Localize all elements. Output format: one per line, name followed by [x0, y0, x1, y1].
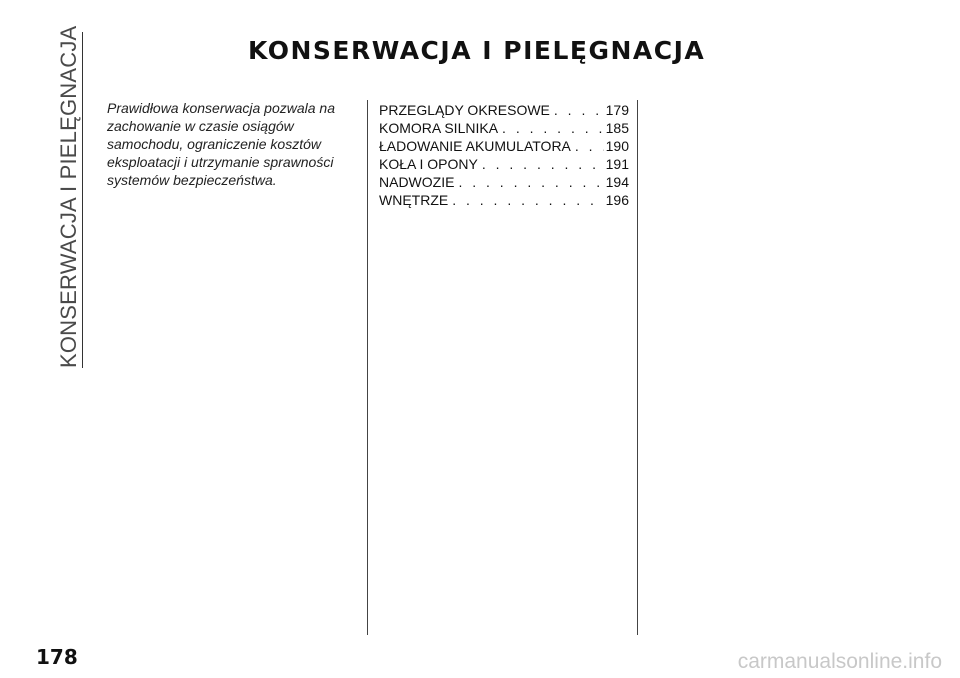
- column-divider-left: [367, 100, 368, 635]
- intro-paragraph: [107, 99, 357, 189]
- toc-entry[interactable]: [379, 119, 629, 137]
- toc-entry[interactable]: [379, 173, 629, 191]
- page-number: 178: [36, 645, 78, 669]
- intro-line: samochodu, ograniczenie kosztów: [107, 136, 322, 152]
- toc-entry[interactable]: [379, 191, 629, 209]
- intro-line: Prawidłowa konserwacja pozwala na: [107, 100, 336, 116]
- intro-line: zachowanie w czasie osiągów: [107, 118, 294, 134]
- toc-entry-title: KOŁA I OPONY: [379, 156, 478, 172]
- toc-leader-dots: [458, 173, 603, 191]
- page-heading: KONSERWACJA I PIELĘGNACJA: [248, 36, 706, 65]
- toc-leader-dots: [452, 191, 603, 209]
- side-rule: [82, 32, 83, 368]
- toc-entry-page: 190: [605, 138, 629, 154]
- toc-entry-page: 191: [605, 156, 629, 172]
- intro-line: systemów bezpieczeństwa.: [107, 172, 277, 188]
- toc-leader-dots: [482, 155, 604, 173]
- toc-entry-title: NADWOZIE: [379, 174, 455, 190]
- watermark: carmanualsonline.info: [737, 650, 942, 673]
- column-divider-right: [637, 100, 638, 635]
- toc-entry-title: PRZEGLĄDY OKRESOWE: [379, 102, 550, 118]
- table-of-contents: [379, 101, 629, 209]
- toc-entry-page: 179: [605, 102, 629, 118]
- toc-entry[interactable]: [379, 137, 629, 155]
- toc-leader-dots: [554, 101, 604, 119]
- toc-entry-title: KOMORA SILNIKA: [379, 120, 499, 136]
- toc-entry-page: 196: [605, 192, 629, 208]
- intro-line: eksploatacji i utrzymanie sprawności: [107, 154, 334, 170]
- toc-entry-title: WNĘTRZE: [379, 192, 449, 208]
- toc-entry-page: 185: [605, 120, 629, 136]
- toc-leader-dots: [575, 137, 604, 155]
- toc-entry[interactable]: [379, 101, 629, 119]
- toc-leader-dots: [502, 119, 604, 137]
- toc-entry-title: ŁADOWANIE AKUMULATORA: [379, 138, 571, 154]
- toc-entry-page: 194: [605, 174, 629, 190]
- side-section-title: KONSERWACJA I PIELĘGNACJA: [56, 25, 81, 368]
- toc-entry[interactable]: [379, 155, 629, 173]
